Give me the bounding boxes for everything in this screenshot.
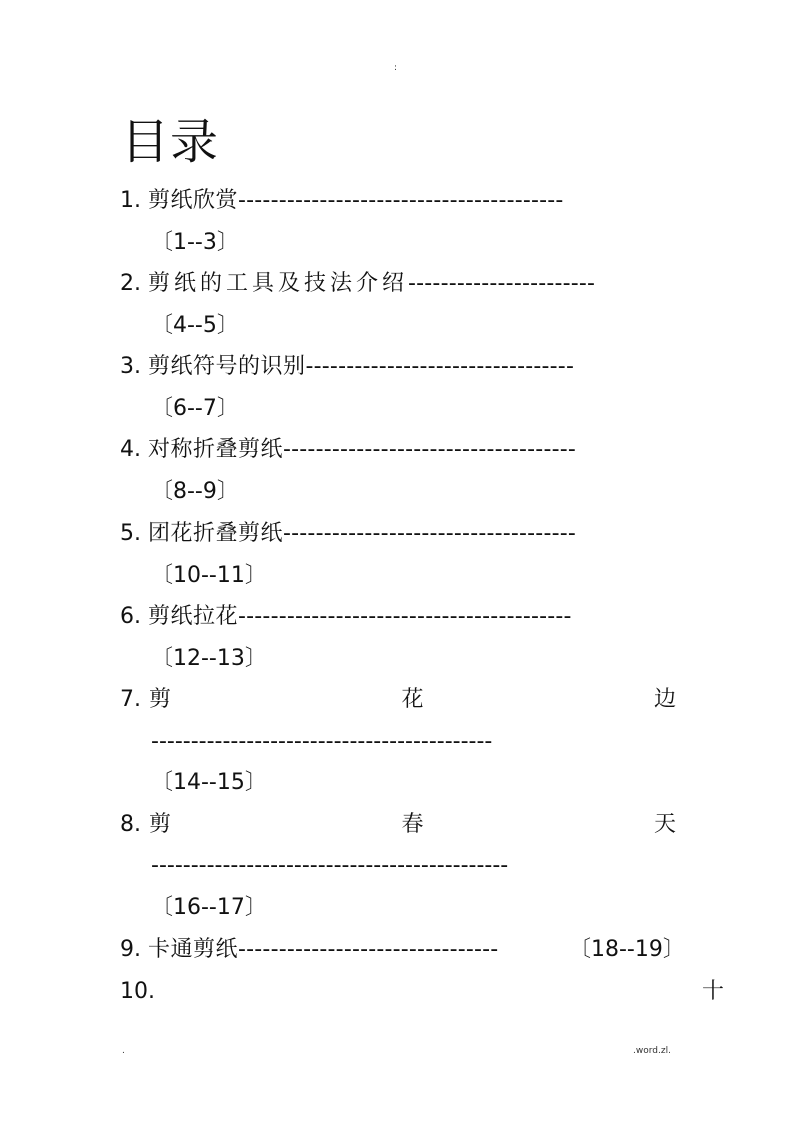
toc-pages-5: 〔10--11〕	[151, 563, 267, 588]
toc-leader: ----------------------------------------	[238, 188, 564, 213]
toc-label-char-2: 花	[401, 687, 424, 712]
toc-entry-10[interactable]	[120, 977, 724, 1007]
toc-pages-8: 〔16--17〕	[151, 895, 267, 920]
toc-pages-7: 〔14--15〕	[151, 770, 267, 795]
toc-number: 8.	[120, 812, 141, 837]
toc-entry-5[interactable]	[120, 519, 576, 549]
toc-label-char-1: 剪	[149, 687, 172, 712]
toc-label-char-2: 春	[401, 812, 424, 837]
toc-number: 10.	[120, 979, 155, 1004]
toc-pages-2: 〔4--5〕	[151, 313, 239, 338]
toc-number: 5.	[120, 521, 141, 546]
toc-number: 1.	[120, 188, 141, 213]
toc-entry-7[interactable]	[120, 685, 676, 715]
toc-number: 2.	[120, 271, 141, 296]
toc-entry-3[interactable]	[120, 352, 574, 382]
toc-entry-1[interactable]	[120, 186, 564, 216]
toc-leader: -----------------------------------------	[238, 604, 572, 629]
toc-number: 4.	[120, 437, 141, 462]
toc-label: 剪纸符号的识别	[148, 354, 306, 379]
toc-leader: -----------------------	[408, 271, 596, 296]
header-mark: :	[394, 63, 398, 73]
toc-pages-9: 〔18--19〕	[569, 937, 685, 962]
toc-entry-2[interactable]	[120, 269, 595, 299]
toc-label: 剪纸的工具及技法介绍	[148, 271, 409, 296]
toc-pages-4: 〔8--9〕	[151, 479, 239, 504]
toc-label: 剪纸欣赏	[148, 188, 239, 213]
toc-label-char-3: 边	[653, 687, 676, 712]
toc-pages-3: 〔6--7〕	[151, 396, 239, 421]
footer-right-mark: .word.zl.	[633, 1046, 671, 1056]
toc-number: 3.	[120, 354, 141, 379]
toc-leader-8: ---------------------------------------------	[151, 853, 509, 878]
toc-leader: ------------------------------------	[283, 437, 577, 462]
toc-leader-7: -------------------------------------------	[151, 729, 493, 754]
toc-entry-8[interactable]	[120, 810, 676, 840]
toc-label: 十	[701, 979, 724, 1004]
toc-leader: ------------------------------------	[283, 521, 577, 546]
toc-label: 对称折叠剪纸	[148, 437, 284, 462]
page-title: 目录	[121, 114, 220, 170]
toc-number: 6.	[120, 604, 141, 629]
toc-number: 7.	[120, 687, 141, 712]
toc-pages-1: 〔1--3〕	[151, 230, 239, 255]
toc-label: 剪纸拉花	[148, 604, 239, 629]
toc-entry-6[interactable]	[120, 602, 572, 632]
toc-number: 9.	[120, 937, 141, 962]
toc-pages-6: 〔12--13〕	[151, 646, 267, 671]
toc-label-char-1: 剪	[149, 812, 172, 837]
toc-leader: --------------------------------	[238, 937, 499, 962]
toc-entry-9[interactable]	[120, 935, 498, 965]
toc-label: 团花折叠剪纸	[148, 521, 284, 546]
footer-left-mark: .	[122, 1046, 125, 1056]
toc-label: 卡通剪纸	[148, 937, 239, 962]
toc-entry-4[interactable]	[120, 435, 576, 465]
toc-leader: ---------------------------------	[305, 354, 575, 379]
toc-label-char-3: 天	[653, 812, 676, 837]
